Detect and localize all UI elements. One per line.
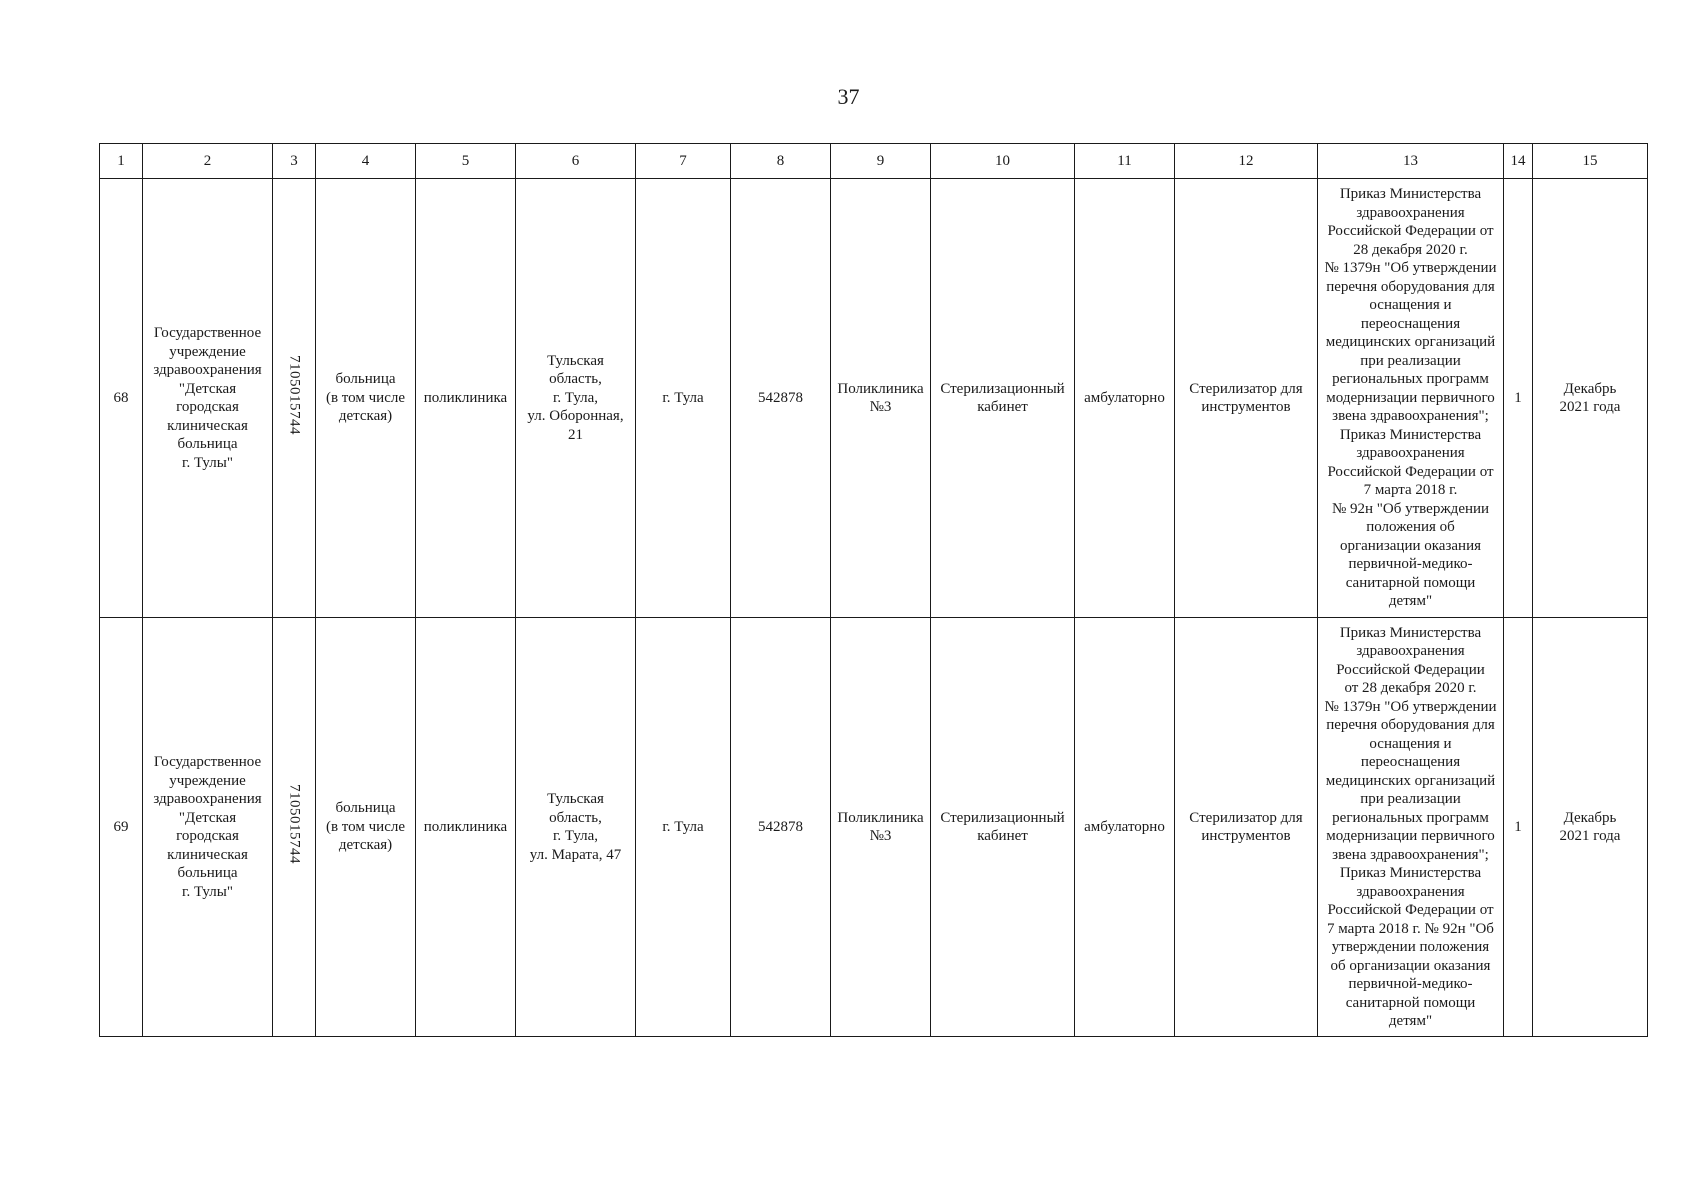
organization-code: 7105015744 <box>286 784 303 865</box>
address: Тульская область, г. Тула, ул. Оборонная, 21 <box>516 179 636 618</box>
facility-subtype: поликлиника <box>416 618 516 1037</box>
column-header: 5 <box>416 144 516 179</box>
care-mode: амбулаторно <box>1075 618 1175 1037</box>
equipment-name: Стерилизатор для инструментов <box>1175 179 1318 618</box>
column-header: 15 <box>1533 144 1648 179</box>
due-date: Декабрь 2021 года <box>1533 618 1648 1037</box>
legal-basis: Приказ Министерства здравоохранения Российской Федерации от 28 декабря 2020 г. № 1379н "Об утверждении перечня оборудования для оснащения и переоснащения медицинских организаций при реализации региональных программ модернизации первичного звена здравоохранения"; Приказ Министерства здравоохранения Российской Федерации от 7 марта 2018 г. № 92н "Об утверждении положения об организации оказания первичной-медико- санитарной помощи детям" <box>1318 618 1504 1037</box>
column-header: 3 <box>273 144 316 179</box>
oktmo-code: 542878 <box>731 618 831 1037</box>
column-header: 4 <box>316 144 416 179</box>
city: г. Тула <box>636 179 731 618</box>
quantity: 1 <box>1504 179 1533 618</box>
column-header: 14 <box>1504 144 1533 179</box>
city: г. Тула <box>636 618 731 1037</box>
column-header: 7 <box>636 144 731 179</box>
column-header: 9 <box>831 144 931 179</box>
column-header: 6 <box>516 144 636 179</box>
column-number-row <box>100 144 1648 179</box>
facility-type: больница (в том числе детская) <box>316 618 416 1037</box>
column-header: 12 <box>1175 144 1318 179</box>
column-header: 8 <box>731 144 831 179</box>
organization-code-cell <box>273 618 316 1037</box>
quantity: 1 <box>1504 618 1533 1037</box>
organization-code-cell <box>273 179 316 618</box>
organization-code: 7105015744 <box>286 355 303 436</box>
room-name: Стерилизационный кабинет <box>931 179 1075 618</box>
address: Тульская область, г. Тула, ул. Марата, 47 <box>516 618 636 1037</box>
care-mode: амбулаторно <box>1075 179 1175 618</box>
table-row <box>100 618 1648 1037</box>
due-date: Декабрь 2021 года <box>1533 179 1648 618</box>
unit-name: Поликлиника №3 <box>831 179 931 618</box>
table-row <box>100 179 1648 618</box>
organization-name: Государственное учреждение здравоохранения "Детская городская клиническая больница г. Тулы" <box>143 179 273 618</box>
legal-basis: Приказ Министерства здравоохранения Российской Федерации от 28 декабря 2020 г. № 1379н "Об утверждении перечня оборудования для оснащения и переоснащения медицинских организаций при реализации региональных программ модернизации первичного звена здравоохранения"; Приказ Министерства здравоохранения Российской Федерации от 7 марта 2018 г. № 92н "Об утверждении положения об организации оказания первичной-медико- санитарной помощи детям" <box>1318 179 1504 618</box>
organization-name: Государственное учреждение здравоохранения "Детская городская клиническая больница г. Тулы" <box>143 618 273 1037</box>
column-header: 10 <box>931 144 1075 179</box>
column-header: 11 <box>1075 144 1175 179</box>
facility-type: больница (в том числе детская) <box>316 179 416 618</box>
row-number: 68 <box>100 179 143 618</box>
facility-subtype: поликлиника <box>416 179 516 618</box>
equipment-name: Стерилизатор для инструментов <box>1175 618 1318 1037</box>
oktmo-code: 542878 <box>731 179 831 618</box>
column-header: 2 <box>143 144 273 179</box>
column-header: 13 <box>1318 144 1504 179</box>
row-number: 69 <box>100 618 143 1037</box>
column-header: 1 <box>100 144 143 179</box>
page-number: 37 <box>837 84 860 109</box>
registry-table <box>99 143 1648 1037</box>
room-name: Стерилизационный кабинет <box>931 618 1075 1037</box>
unit-name: Поликлиника №3 <box>831 618 931 1037</box>
